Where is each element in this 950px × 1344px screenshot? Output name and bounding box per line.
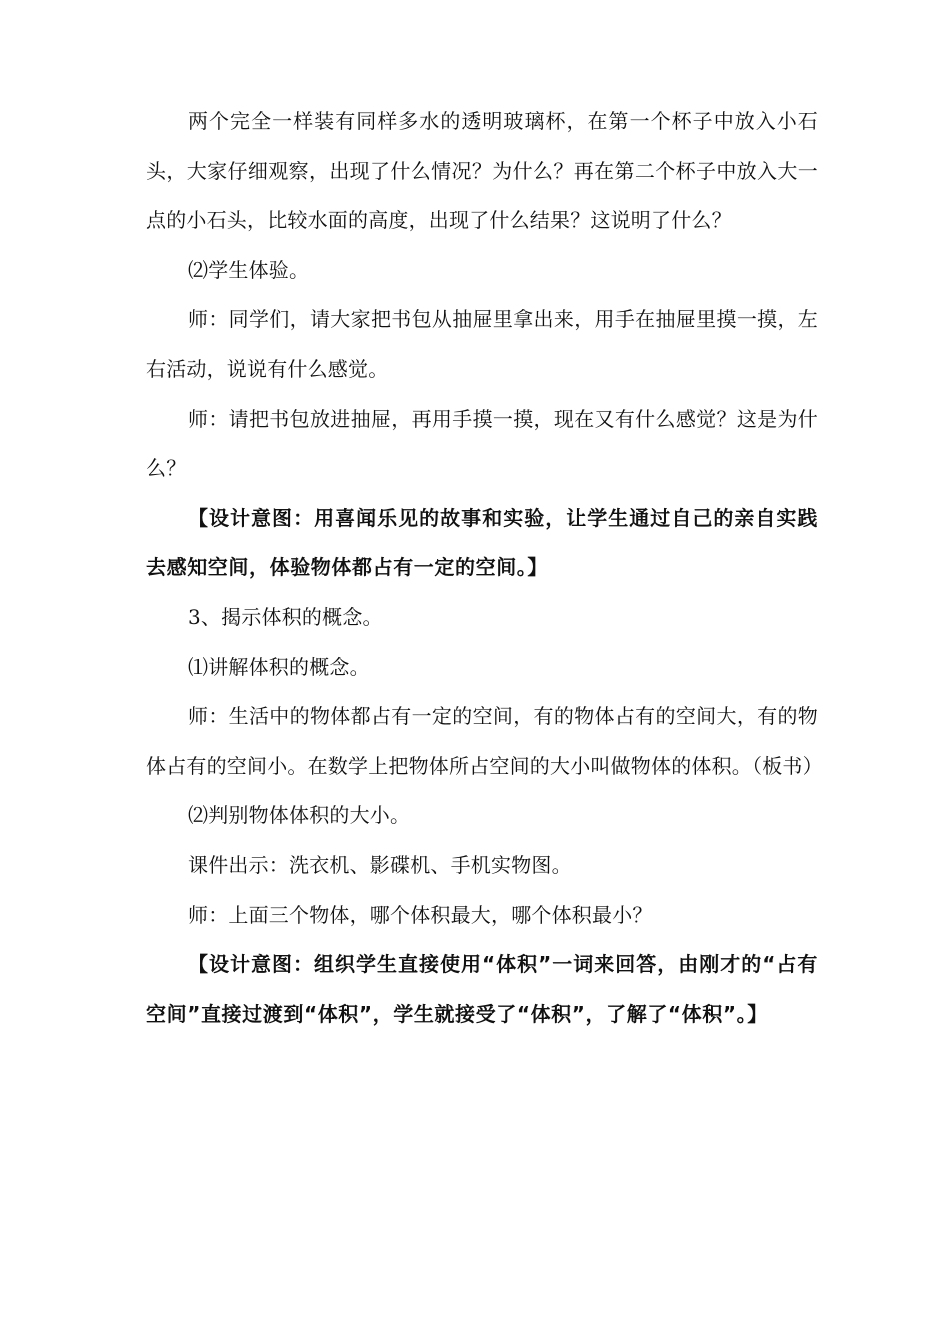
paragraph-experiment-cups: 两个完全一样装有同样多水的透明玻璃杯，在第一个杯子中放入小石头，大家仔细观察，出现了什么情况？为什么？再在第二个杯子中放入大一点的小石头，比较水面的高度，出现了什么结果？这说明了什么？: [146, 109, 818, 233]
paragraph-judge-volume-heading: ⑵判别物体体积的大小。: [188, 803, 411, 828]
paragraph-teacher-drawer-empty: 师：同学们，请大家把书包从抽屉里拿出来，用手在抽屉里摸一摸，左右活动，说说有什么感觉。: [146, 307, 818, 381]
document-page: [146, 97, 823, 1039]
paragraph-teacher-volume-definition: 师：生活中的物体都占有一定的空间，有的物体占有的空间大，有的物体占有的空间小。在数学上把物体所占空间的大小叫做物体的体积。（板书）: [146, 704, 823, 778]
paragraph-design-intent-2: 【设计意图：组织学生直接使用“体积”一词来回答，由刚才的“占有空间”直接过渡到“体积”，学生就接受了“体积”，了解了“体积”。】: [146, 952, 818, 1026]
paragraph-teacher-drawer-full: 师：请把书包放进抽屉，再用手摸一摸，现在又有什么感觉？这是为什么？: [146, 406, 818, 481]
paragraph-teacher-question: 师：上面三个物体，哪个体积最大，哪个体积最小？: [188, 902, 653, 927]
paragraph-section-reveal-volume: 3、揭示体积的概念。: [188, 604, 383, 629]
paragraph-courseware-show: 课件出示：洗衣机、影碟机、手机实物图。: [188, 852, 572, 877]
paragraph-student-experience-heading: ⑵学生体验。: [188, 257, 310, 282]
paragraph-design-intent-1: 【设计意图：用喜闻乐见的故事和实验，让学生通过自己的亲自实践去感知空间，体验物体都占有一定的空间。】: [146, 505, 818, 580]
paragraph-explain-volume-heading: ⑴讲解体积的概念。: [188, 654, 370, 679]
